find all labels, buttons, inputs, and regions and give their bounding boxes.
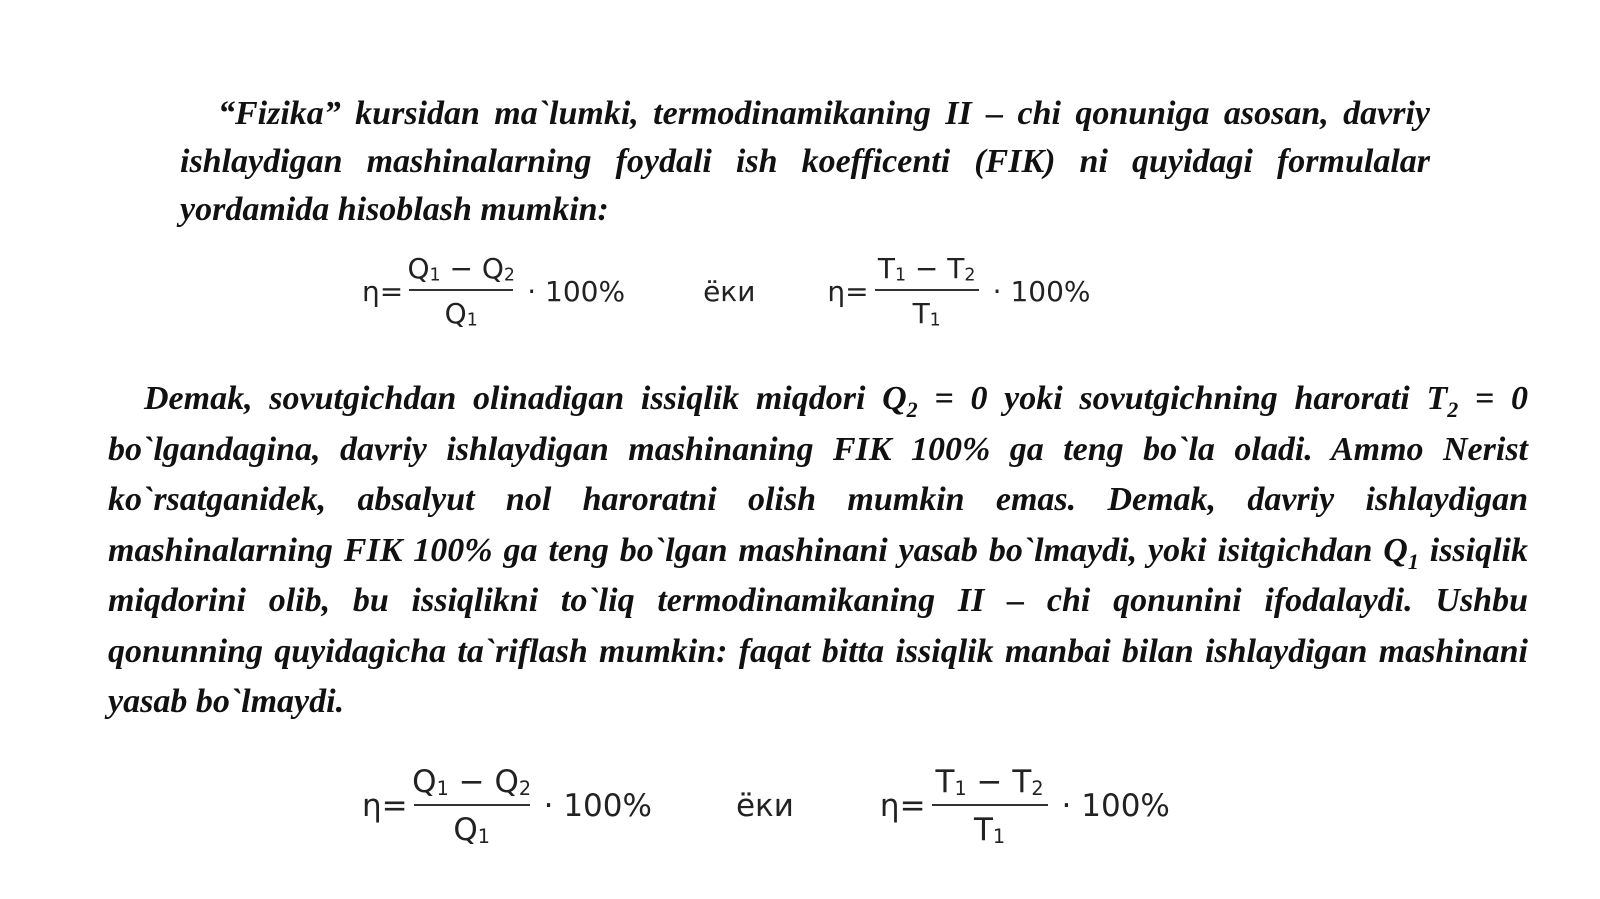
conclusion-text-part3: = 0 bo`lgandagina, davriy ishlaydigan mashinaning FIK 100% ga teng bo`la oladi. Ammo Nerist ko`rsatganidek, absalyut nol haroratni olish mumkin emas. Demak, davriy ishlaydigan mashinalarning FIK 100% ga teng bo`lgan mashinani yasab bo`lmaydi, yoki isitgichdan Q [108, 380, 1528, 569]
temperature-numerator: $T_1 - T_2$ [877, 252, 976, 286]
formula-row-1 [362, 252, 1091, 330]
heat-fraction [409, 252, 513, 330]
efficiency-formula-temperature [827, 252, 1090, 330]
efficiency-formula-heat [362, 764, 652, 848]
heat-fraction [414, 764, 530, 848]
subscript-q1: 1 [1407, 548, 1419, 574]
heat-denominator: $Q_1$ [444, 297, 478, 331]
eta-symbol: η= [362, 274, 404, 308]
conclusion-text-part4: issiqlik miqdorini olib, bu issiqlikni to`liq termodinamikaning II – chi qonunini ifodalaydi. Ushbu qonunning quyidagicha ta`riflash mumkin: faqat bitta issiqlik manbai bilan ishlaydigan mashinani yasab bo`lmaydi. [108, 531, 1529, 720]
temperature-fraction [932, 764, 1048, 848]
temperature-denominator: $T_1$ [973, 812, 1006, 848]
temperature-fraction [875, 252, 979, 330]
percent-multiplier: · 100% [543, 788, 652, 824]
efficiency-formula-temperature [880, 764, 1170, 848]
or-connector: ёки [703, 274, 756, 308]
heat-numerator: $Q_1 - Q_2$ [412, 764, 532, 800]
intro-paragraph-text: “Fizika” kursidan ma`lumki, termodinamikaning II – chi qonuniga asosan, davriy ishlaydigan mashinalarning foydali ish koefficenti (FIK) ni quyidagi formulalar yordamida hisoblash mumkin: [180, 95, 1430, 228]
subscript-q2: 2 [906, 396, 918, 422]
formula-row-2 [362, 764, 1170, 848]
eta-symbol: η= [362, 788, 408, 824]
percent-multiplier: · 100% [992, 274, 1091, 308]
percent-multiplier: · 100% [527, 274, 626, 308]
temperature-denominator: $T_1$ [912, 297, 941, 331]
eta-symbol: η= [879, 788, 926, 824]
conclusion-text-part1: Demak, sovutgichdan olinadigan issiqlik miqdori Q [144, 380, 907, 417]
eta-symbol: η= [827, 274, 869, 308]
percent-multiplier: · 100% [1061, 788, 1170, 824]
heat-denominator: $Q_1$ [453, 812, 490, 848]
conclusion-paragraph [108, 374, 1528, 728]
heat-numerator: $Q_1 - Q_2$ [407, 252, 515, 286]
intro-paragraph [180, 90, 1430, 234]
temperature-numerator: $T_1 - T_2$ [935, 764, 1044, 800]
subscript-t2: 2 [1447, 396, 1459, 422]
conclusion-text-part2: = 0 yoki sovutgichning harorati T [917, 380, 1448, 417]
or-connector: ёки [735, 788, 794, 824]
efficiency-formula-heat [362, 252, 625, 330]
